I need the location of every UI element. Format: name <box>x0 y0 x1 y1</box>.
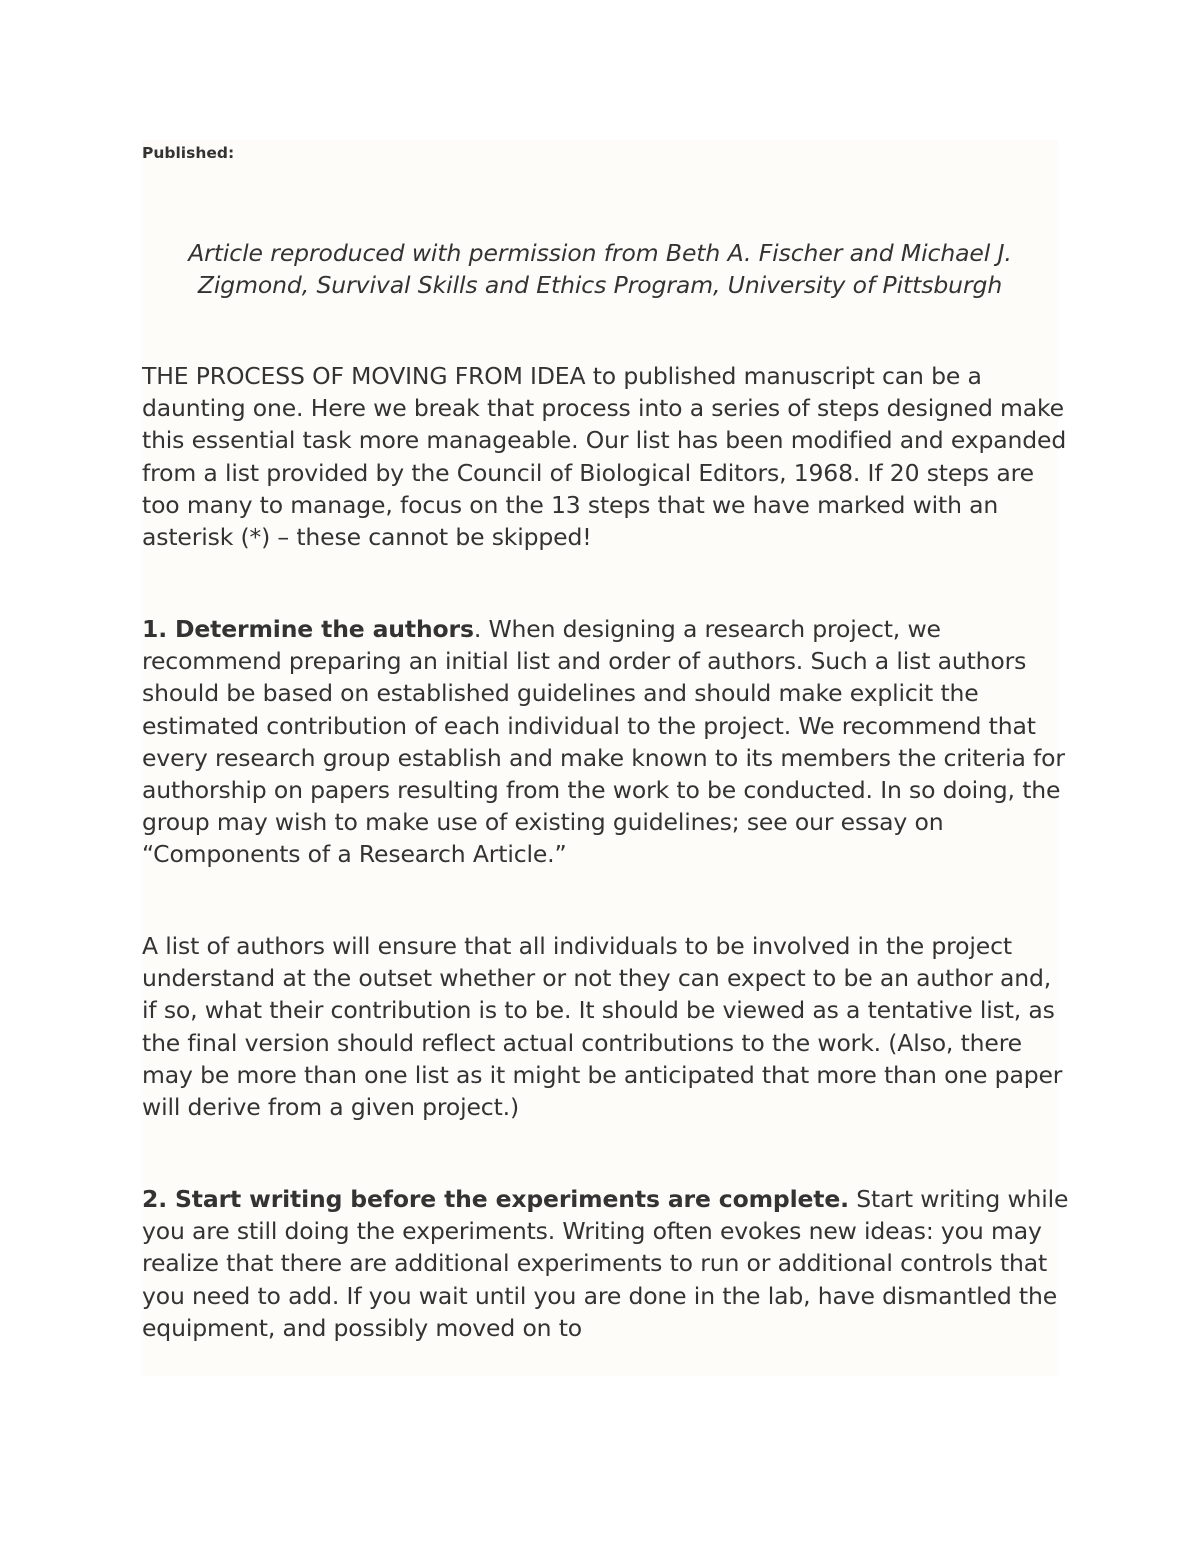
page-content <box>142 140 1069 1376</box>
step-1-paragraph <box>142 613 1072 871</box>
attribution-note: Article reproduced with permission from Beth A. Fischer and Michael J. Zigmond, Survival Skills and Ethics Program, University of Pittsburgh <box>188 239 1012 299</box>
published-label: Published: <box>142 144 235 162</box>
step-2-title: 2. Start writing before the experiments are complete. <box>142 1185 849 1213</box>
step-1-body: . When designing a research project, we recommend preparing an initial list and order of authors. Such a list authors should be based on established guidelines and should make explicit the estimated contribution of each individual to the project. We recommend that every research group establish and make known to its members the criteria for authorship on papers resulting from the work to be conducted. In so doing, the group may wish to make use of existing guidelines; see our essay on “Components of a Research Article.” <box>142 615 1065 869</box>
step-1-title: 1. Determine the authors <box>142 615 474 643</box>
intro-paragraph: THE PROCESS OF MOVING FROM IDEA to published manuscript can be a daunting one. Here we break that process into a series of steps designed make this essential task more manageable. Our list has been modified and expanded from a list provided by the Council of Biological Editors, 1968. If 20 steps are too many to manage, focus on the 13 steps that we have marked with an asterisk (*) – these cannot be skipped! <box>142 362 1067 552</box>
authors-paragraph: A list of authors will ensure that all individuals to be involved in the project understand at the outset whether or not they can expect to be an author and, if so, what their contribution is to be. It should be viewed as a tentative list, as the final version should reflect actual contributions to the work. (Also, there may be more than one list as it might be anticipated that more than one paper will derive from a given project.) <box>142 932 1063 1122</box>
step-2-body-line-2: realize that there are additional experiments to run or additional controls that you need to add. If you wait until you are done in the lab, have dismantled the equipment, and possibly moved on to <box>142 1249 1058 1342</box>
step-2-body-line-1: Start writing while you are still doing the experiments. Writing often evokes new ideas: you may <box>142 1185 1069 1246</box>
step-2-paragraph <box>142 1183 1072 1344</box>
